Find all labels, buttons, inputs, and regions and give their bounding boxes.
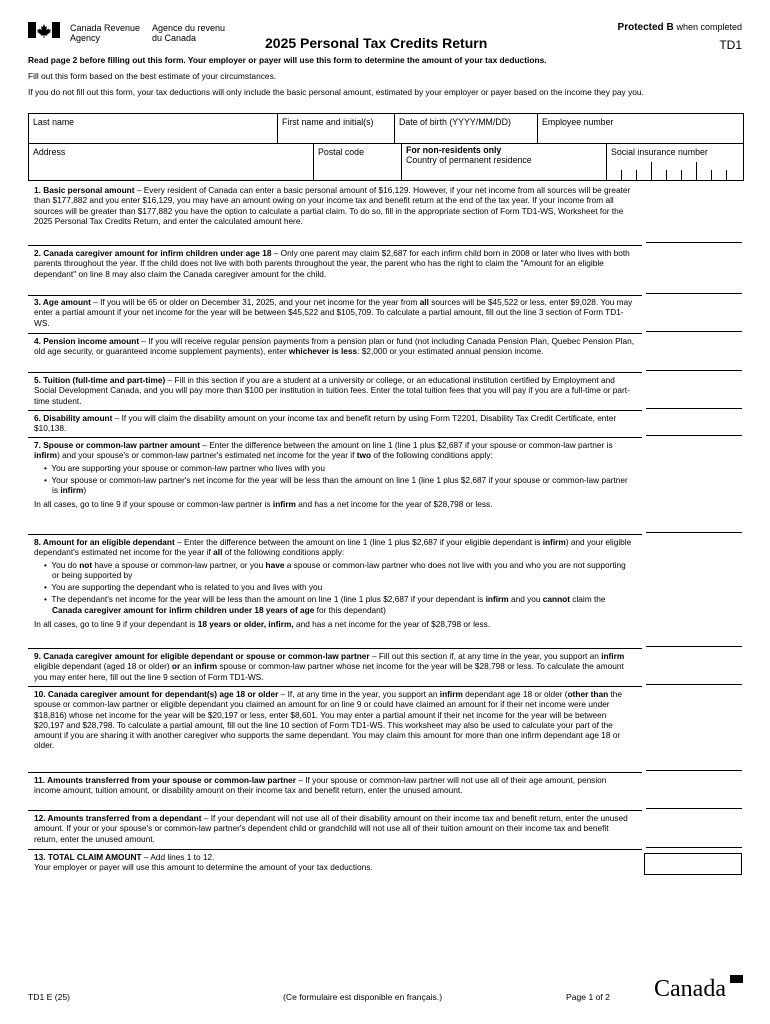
last-name-field[interactable] bbox=[28, 113, 278, 144]
intro-section bbox=[28, 55, 744, 98]
separator bbox=[28, 333, 642, 334]
form-number: TD1 E (25) bbox=[28, 992, 71, 1002]
protected-b: Protected B bbox=[617, 22, 674, 33]
line-4-amount-field[interactable] bbox=[646, 370, 742, 371]
canada-flag-icon bbox=[28, 22, 60, 38]
agency-name-french bbox=[152, 23, 225, 43]
sin-tick bbox=[681, 170, 682, 181]
line-2-caregiver-children: 2. Canada caregiver amount for infirm children under age 18 – Only one parent may claim $2,687 for each infirm child born in 2008 or later who lives with both parents throughout the year. If the child does not live with both parents throughout the year, the parent who has the right to claim the "Amount for an eligible dependant" on line 8 may also claim the Canada caregiver amount for the child. bbox=[34, 248, 630, 279]
line-4-pension-income: 4. Pension income amount – If you will receive regular pension payments from a pension plan or fund (not including Canada Pension Plan, Quebec Pension Plan, old age security, or guaranteed income supplement payments), enter whichever is less: $2,000 or your estimated annual pension income. bbox=[34, 336, 635, 357]
line-1-amount-field[interactable] bbox=[646, 242, 742, 243]
intro-bold-line: Read page 2 before filling out this form. Your employer or payer will use this form to determine the amount of your tax deductions. bbox=[28, 55, 547, 65]
employee-number-field[interactable] bbox=[537, 113, 744, 144]
sin-tick bbox=[621, 170, 622, 181]
postal-code-label: Postal code bbox=[318, 147, 364, 157]
intro-line3: If you do not fill out this form, your tax deductions will only include the basic personal amount, estimated by your employer or payer based on the income they pay you. bbox=[28, 87, 644, 97]
agency-en-line2: Agency bbox=[70, 33, 101, 43]
first-name-label: First name and initial(s) bbox=[282, 117, 374, 127]
last-name-label: Last name bbox=[33, 117, 75, 127]
line-10-caregiver-18-older: 10. Canada caregiver amount for dependant(s) age 18 or older – If, at any time in the year, you support an infirm dependant age 18 or older (other than the spouse or common-law partner or eligible dependant you claimed an amount for on line 9 or could have claimed an amount for if their net income were under $18,816) whose net income for the year will be $20,197 or less, enter $8,601. You may enter a partial amount if their net income for the year will be between $20,197 and $28,798. To calculate a partial amount, fill out the line 10 section of Form TD1-WS. This worksheet may also be used to calculate your part of the amount if you are sharing it with another caregiver who supports the same dependant. You may claim this amount for more than one infirm dependant age 18 or older. bbox=[34, 689, 622, 751]
non-residents-label: For non-residents only bbox=[406, 145, 502, 155]
separator bbox=[28, 534, 642, 535]
dob-label: Date of birth (YYYY/MM/DD) bbox=[399, 117, 511, 127]
sin-tick bbox=[726, 170, 727, 181]
agency-fr-line1: Agence du revenu bbox=[152, 23, 226, 33]
line-1-basic-personal: 1. Basic personal amount – Every resident of Canada can enter a basic personal amount of $16,129. However, if your net income from all sources will be greater than $177,882 and you enter $16,129, you may have an amount owing on your income tax and benefit return at the end of the tax year. If your income from all sources will be greater than $177,882 you have the option to calculate a partial claim. To do so, fill in the appropriate section of Form TD1-WS, Worksheet for the 2025 Personal Tax Credits Return, and enter the calculated amount here. bbox=[34, 185, 631, 226]
sin-tick bbox=[711, 170, 712, 181]
line-7-spouse-amount: 7. Spouse or common-law partner amount – Enter the difference between the amount on line 1 (line 1 plus $2,687 if your spouse or common-law partner is infirm) and your spouse's or common-law partner's estimated net income for the year if two of the following conditions apply: • You are supporting your spouse or common-law partner who lives with you • Your spouse or common-law partner's net income for the year will be less than the amount on line 1 (line 1 plus $2,687 if your spouse or common-law partner is infirm) In all cases, go to line 9 if your spouse or common-law partner is infirm and has a net income for the year of $28,798 or less. bbox=[34, 440, 628, 510]
agency-name-english bbox=[70, 23, 140, 43]
separator bbox=[28, 372, 642, 373]
intro-line2: Fill out this form based on the best estimate of your circumstances. bbox=[28, 71, 277, 81]
line-6-disability: 6. Disability amount – If you will claim the disability amount on your income tax and benefit return by using Form T2201, Disability Tax Credit Certificate, enter $10,138. bbox=[34, 413, 617, 434]
line-11-amount-field[interactable] bbox=[646, 808, 742, 809]
total-claim-amount-box[interactable] bbox=[644, 853, 742, 875]
line-6-amount-field[interactable] bbox=[646, 435, 742, 436]
sin-tick bbox=[696, 162, 697, 181]
address-field[interactable] bbox=[28, 143, 314, 181]
country-label: Country of permanent residence bbox=[406, 155, 532, 165]
sin-tick bbox=[651, 162, 652, 181]
page-number: Page 1 of 2 bbox=[566, 992, 610, 1002]
line-3-amount-field[interactable] bbox=[646, 331, 742, 332]
postal-code-field[interactable] bbox=[313, 143, 402, 181]
line-10-amount-field[interactable] bbox=[646, 770, 742, 771]
line-7-amount-field[interactable] bbox=[646, 532, 742, 533]
line-9-caregiver-dependant: 9. Canada caregiver amount for eligible dependant or spouse or common-law partner – Fill out this section if, at any time in the year, you support an infirm eligible dependant (aged 18 or older) or an infirm spouse or common-law partner whose net income for the year will be $28,798 or less. To calculate the amount you may enter here, fill out the line 9 section of Form TD1-WS. bbox=[34, 651, 625, 682]
form-code: TD1 bbox=[719, 38, 742, 52]
line-12-transferred-dependant: 12. Amounts transferred from a dependant – If your dependant will not use all of their disability amount on their income tax and benefit return, enter the unused amount. If your or your spouse's or common-law partner's dependent child or grandchild will not use all of their tuition amount on their income tax and benefit return, enter the unused amount. bbox=[34, 813, 628, 844]
agency-en-line1: Canada Revenue bbox=[70, 23, 141, 33]
separator bbox=[28, 295, 642, 296]
protected-label bbox=[618, 22, 742, 33]
sin-field[interactable] bbox=[606, 143, 744, 181]
flag-mark-icon bbox=[730, 975, 743, 983]
separator bbox=[28, 410, 642, 411]
form-title: 2025 Personal Tax Credits Return bbox=[265, 35, 488, 51]
when-completed: when completed bbox=[676, 22, 742, 32]
french-availability: (Ce formulaire est disponible en français.) bbox=[283, 992, 443, 1002]
line-9-amount-field[interactable] bbox=[646, 684, 742, 685]
line-11-transferred-spouse: 11. Amounts transferred from your spouse or common-law partner – If your spouse or common-law partner will not use all of their age amount, pension income amount, tuition amount, or disability amount on their income tax and benefit return, enter the unused amount. bbox=[34, 775, 607, 796]
line-12-amount-field[interactable] bbox=[646, 847, 742, 848]
line-5-amount-field[interactable] bbox=[646, 408, 742, 409]
line-8-eligible-dependant: 8. Amount for an eligible dependant – Enter the difference between the amount on line 1 (line 1 plus $2,687 if your eligible dependant is infirm) and your eligible dependant's estimated net income for the year if all of the following conditions apply: • You do not have a spouse or common-law partner, or you have a spouse or common-law partner who does not live with you and who you are not supporting or being supported by • You are supporting the dependant who is related to you and lives with you • The dependant's net income for the year will be less than the amount on line 1 (line 1 plus $2,687 if your dependant is infirm and you cannot claim the Canada caregiver amount for infirm children under 18 years of age for this dependant) In all cases, go to line 9 if your dependant is 18 years or older, infirm, and has a net income for the year of $28,798 or less. bbox=[34, 537, 632, 630]
sin-tick bbox=[666, 170, 667, 181]
separator bbox=[28, 437, 642, 438]
separator bbox=[28, 810, 642, 811]
separator bbox=[28, 686, 642, 687]
canada-wordmark-text: Canada bbox=[654, 976, 726, 1002]
line-5-tuition: 5. Tuition (full-time and part-time) – Fill in this section if you are a student at a university or college, or an educational institution certified by Employment and Social Development Canada, and you will pay more than $100 per institution in tuition fees. Enter the total tuition fees that you will pay if you are a full-time or part-time student. bbox=[34, 375, 630, 406]
line-3-age-amount: 3. Age amount – If you will be 65 or older on December 31, 2025, and your net income for the year from all sources will be $45,522 or less, enter $9,028. You may enter a partial amount if your net income for the year will be between $45,522 and $105,709. To calculate a partial amount, fill out the line 3 section of Form TD1-WS. bbox=[34, 297, 633, 328]
agency-fr-line2: du Canada bbox=[152, 33, 197, 43]
country-field[interactable] bbox=[401, 143, 607, 181]
sin-label: Social insurance number bbox=[611, 147, 708, 157]
date-of-birth-field[interactable] bbox=[394, 113, 538, 144]
separator bbox=[28, 772, 642, 773]
first-name-field[interactable] bbox=[277, 113, 395, 144]
canada-wordmark bbox=[654, 976, 726, 1003]
line-8-amount-field[interactable] bbox=[646, 646, 742, 647]
employee-number-label: Employee number bbox=[542, 117, 614, 127]
separator bbox=[28, 849, 642, 850]
sin-tick bbox=[636, 170, 637, 181]
line-13-total-claim: 13. TOTAL CLAIM AMOUNT – Add lines 1 to 12. Your employer or payer will use this amount to determine the amount of your tax deductions. bbox=[34, 852, 373, 873]
separator bbox=[28, 648, 642, 649]
address-label: Address bbox=[33, 147, 66, 157]
separator bbox=[28, 245, 642, 246]
line-2-amount-field[interactable] bbox=[646, 293, 742, 294]
